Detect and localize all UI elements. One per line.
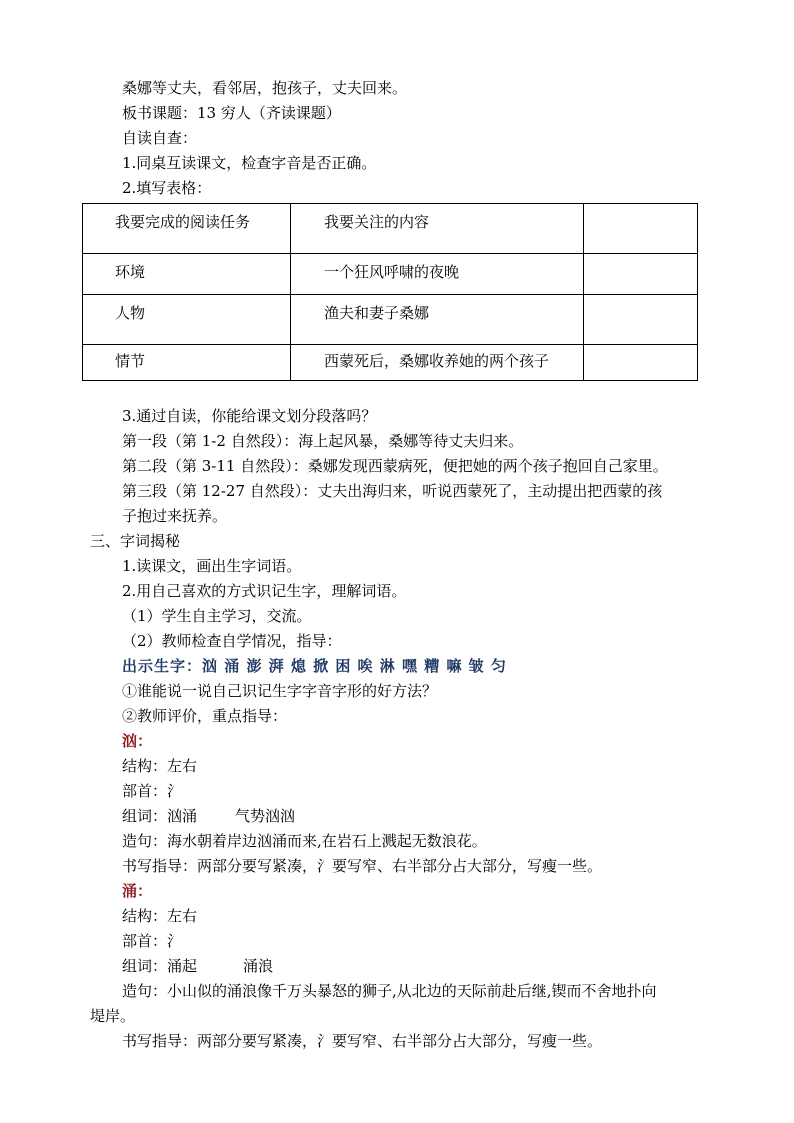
char-yong-structure: 结构：左右 — [122, 907, 198, 925]
table-header-cell: 我要完成的阅读任务 — [83, 204, 291, 254]
reading-task-table — [82, 203, 698, 381]
table-header-cell: 我要关注的内容 — [291, 204, 584, 254]
char-xiong-words-label: 组词：汹涌 — [122, 807, 198, 825]
step-1: 1.同桌互读课文，检查字音是否正确。 — [122, 154, 377, 172]
char-yong-title: 涌： — [122, 882, 153, 900]
char-yong-sentence-line-1: 造句：小山似的涌浪像千万头暴怒的狮子,从北边的天际前赴后继,锲而不舍地扑向 — [122, 982, 657, 1000]
table-cell: 西蒙死后，桑娜收养她的两个孩子 — [291, 345, 584, 381]
segment-question: 3.通过自读，你能给课文划分段落吗？ — [122, 407, 377, 425]
table-header-cell — [584, 204, 698, 254]
table-cell: 情节 — [83, 345, 291, 381]
table-row — [83, 254, 698, 295]
char-xiong-words-extra: 气势汹汹 — [235, 807, 296, 825]
new-characters-display: 出示生字：汹 涌 澎 湃 熄 掀 困 唉 淋 嘿 糟 嘛 皱 匀 — [122, 657, 507, 675]
table-cell: 人物 — [83, 295, 291, 345]
char-yong-sentence-line-2: 堤岸。 — [90, 1007, 136, 1025]
question-1: ①谁能说一说自己识记生字字音字形的好方法？ — [122, 682, 438, 700]
board-title: 板书课题：13 穷人（齐读课题） — [122, 104, 341, 122]
section-3-item-1: 1.读课文，画出生字词语。 — [122, 557, 302, 575]
table-cell: 环境 — [83, 254, 291, 295]
section-3-item-2: 2.用自己喜欢的方式识记生字，理解词语。 — [122, 582, 407, 600]
step-2: 2.填写表格： — [122, 179, 212, 197]
char-xiong-structure: 结构：左右 — [122, 757, 198, 775]
table-cell — [584, 345, 698, 381]
table-row — [83, 345, 698, 381]
char-xiong-words — [122, 806, 295, 826]
segment-2: 第二段（第 3-11 自然段）：桑娜发现西蒙病死，便把她的两个孩子抱回自己家里。 — [122, 457, 668, 475]
char-yong-words-label: 组词：涌起 — [122, 957, 198, 975]
section-3-sub-1: （1）学生自主学习，交流。 — [122, 607, 312, 625]
char-yong-writing: 书写指导：两部分要写紧凑，氵要写窄、右半部分占大部分，写瘦一些。 — [122, 1032, 603, 1050]
recap-line: 桑娜等丈夫，看邻居，抱孩子，丈夫回来。 — [122, 79, 408, 97]
char-xiong-sentence: 造句：海水朝着岸边汹涌而来,在岩石上溅起无数浪花。 — [122, 832, 487, 850]
char-yong-words — [122, 956, 273, 976]
char-yong-radical: 部首：氵 — [122, 932, 183, 950]
segment-1: 第一段（第 1-2 自然段）：海上起风暴，桑娜等待丈夫归来。 — [122, 432, 524, 450]
char-xiong-title: 汹： — [122, 732, 153, 750]
table-cell: 渔夫和妻子桑娜 — [291, 295, 584, 345]
table-cell — [584, 295, 698, 345]
char-yong-words-extra: 涌浪 — [243, 957, 274, 975]
table-row — [83, 295, 698, 345]
table-cell — [584, 254, 698, 295]
self-check-label: 自读自查： — [122, 129, 198, 147]
question-2: ②教师评价，重点指导： — [122, 707, 288, 725]
char-xiong-radical: 部首：氵 — [122, 782, 183, 800]
table-header-row — [83, 204, 698, 254]
segment-3-line-1: 第三段（第 12-27 自然段）：丈夫出海归来，听说西蒙死了，主动提出把西蒙的孩 — [122, 482, 663, 500]
char-xiong-writing: 书写指导：两部分要写紧凑，氵要写窄、右半部分占大部分，写瘦一些。 — [122, 857, 603, 875]
table-cell: 一个狂风呼啸的夜晚 — [291, 254, 584, 295]
segment-3-line-2: 子抱过来抚养。 — [122, 507, 228, 525]
section-3-heading: 三、字词揭秘 — [90, 532, 181, 550]
section-3-sub-2: （2）教师检查自学情况，指导： — [122, 632, 342, 650]
